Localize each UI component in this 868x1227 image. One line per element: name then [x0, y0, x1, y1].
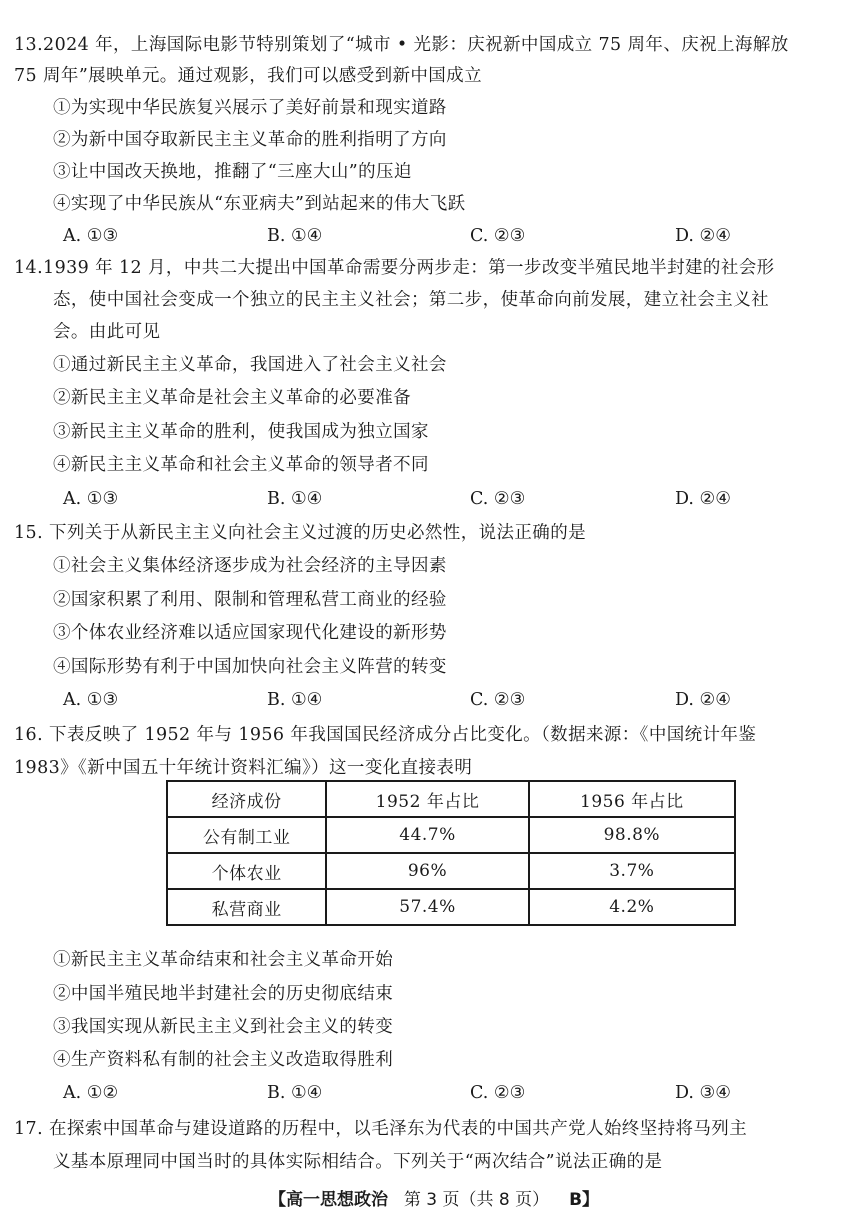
- q16-option-3: ③我国实现从新民主主义到社会主义的转变: [53, 1017, 394, 1037]
- q14-option-3: ③新民主主义革命的胜利，使我国成为独立国家: [53, 422, 429, 442]
- footer-subject: 【高一思想政治: [268, 1190, 388, 1210]
- table-cell: 3.7%: [529, 853, 735, 889]
- q14-stem-line-1: 14.1939 年 12 月，中共二大提出中国革命需要分两步走：第一步改变半殖民地半封建的社会形: [14, 258, 775, 278]
- q14-option-2: ②新民主主义革命是社会主义革命的必要准备: [53, 388, 411, 408]
- q14-choice-a[interactable]: A. ①③: [63, 489, 119, 509]
- q15-option-4: ④国际形势有利于中国加快向社会主义阵营的转变: [53, 657, 447, 677]
- table-header-cell: 经济成份: [167, 781, 326, 817]
- q17-stem-line-2: 义基本原理同中国当时的具体实际相结合。下列关于“两次结合”说法正确的是: [53, 1152, 663, 1172]
- q16-option-1: ①新民主主义革命结束和社会主义革命开始: [53, 950, 394, 970]
- table-row: [167, 817, 735, 853]
- q15-choice-a[interactable]: A. ①③: [63, 690, 119, 710]
- table-header-cell: 1956 年占比: [529, 781, 735, 817]
- q15-option-1: ①社会主义集体经济逐步成为社会经济的主导因素: [53, 556, 447, 576]
- table-cell: 96%: [326, 853, 528, 889]
- q16-choice-c[interactable]: C. ②③: [470, 1083, 526, 1103]
- q13-choice-a[interactable]: A. ①③: [63, 226, 119, 246]
- q15-choice-d[interactable]: D. ②④: [675, 690, 731, 710]
- q15-option-2: ②国家积累了利用、限制和管理私营工商业的经验: [53, 590, 447, 610]
- q14-choice-b[interactable]: B. ①④: [267, 489, 323, 509]
- table-row: [167, 889, 735, 925]
- q17-stem-line-1: 17. 在探索中国革命与建设道路的历程中，以毛泽东为代表的中国共产党人始终坚持将马列主: [14, 1119, 748, 1139]
- q16-choice-d[interactable]: D. ③④: [675, 1083, 731, 1103]
- table-cell: 公有制工业: [167, 817, 326, 853]
- table-cell: 私营商业: [167, 889, 326, 925]
- q13-stem-line-2: 75 周年”展映单元。通过观影，我们可以感受到新中国成立: [14, 66, 482, 86]
- q15-option-3: ③个体农业经济难以适应国家现代化建设的新形势: [53, 623, 447, 643]
- q15-choice-c[interactable]: C. ②③: [470, 690, 526, 710]
- table-row: [167, 853, 735, 889]
- q15-choice-b[interactable]: B. ①④: [267, 690, 323, 710]
- q14-stem-line-2: 态，使中国社会变成一个独立的民主主义社会；第二步，使革命向前发展，建立社会主义社: [53, 290, 769, 310]
- q15-stem-line-1: 15. 下列关于从新民主主义向社会主义过渡的历史必然性，说法正确的是: [14, 523, 586, 543]
- q13-choice-c[interactable]: C. ②③: [470, 226, 526, 246]
- table-cell: 4.2%: [529, 889, 735, 925]
- q13-option-3: ③让中国改天换地，推翻了“三座大山”的压迫: [53, 162, 412, 182]
- q14-option-1: ①通过新民主主义革命，我国进入了社会主义社会: [53, 355, 447, 375]
- q16-option-4: ④生产资料私有制的社会主义改造取得胜利: [53, 1050, 394, 1070]
- footer-version: B】: [569, 1190, 600, 1210]
- q14-choice-c[interactable]: C. ②③: [470, 489, 526, 509]
- table-cell: 57.4%: [326, 889, 528, 925]
- q13-stem-line-1: 13.2024 年，上海国际电影节特别策划了“城市 • 光影：庆祝新中国成立 75 周年、庆祝上海解放: [14, 35, 789, 55]
- page-footer: [0, 1188, 868, 1212]
- table-cell: 44.7%: [326, 817, 528, 853]
- q13-option-2: ②为新中国夺取新民主主义革命的胜利指明了方向: [53, 130, 447, 150]
- q16-option-2: ②中国半殖民地半封建社会的历史彻底结束: [53, 984, 394, 1004]
- table-cell: 个体农业: [167, 853, 326, 889]
- economy-share-table: [166, 780, 736, 926]
- q13-option-1: ①为实现中华民族复兴展示了美好前景和现实道路: [53, 98, 447, 118]
- q13-option-4: ④实现了中华民族从“东亚病夫”到站起来的伟大飞跃: [53, 194, 466, 214]
- q16-stem-line-1: 16. 下表反映了 1952 年与 1956 年我国国民经济成分占比变化。（数据来源：《中国统计年鉴: [14, 725, 757, 745]
- table-header-cell: 1952 年占比: [326, 781, 528, 817]
- q16-choice-b[interactable]: B. ①④: [267, 1083, 323, 1103]
- q16-stem-line-2: 1983》《新中国五十年统计资料汇编》）这一变化直接表明: [14, 758, 473, 778]
- q14-stem-line-3: 会。由此可见: [53, 322, 161, 342]
- q16-choice-a[interactable]: A. ①②: [63, 1083, 119, 1103]
- table-header-row: [167, 781, 735, 817]
- q13-choice-b[interactable]: B. ①④: [267, 226, 323, 246]
- q14-option-4: ④新民主主义革命和社会主义革命的领导者不同: [53, 455, 429, 475]
- footer-page-number: 第 3 页（共 8 页）: [403, 1190, 550, 1210]
- table-cell: 98.8%: [529, 817, 735, 853]
- q13-choice-d[interactable]: D. ②④: [675, 226, 731, 246]
- q14-choice-d[interactable]: D. ②④: [675, 489, 731, 509]
